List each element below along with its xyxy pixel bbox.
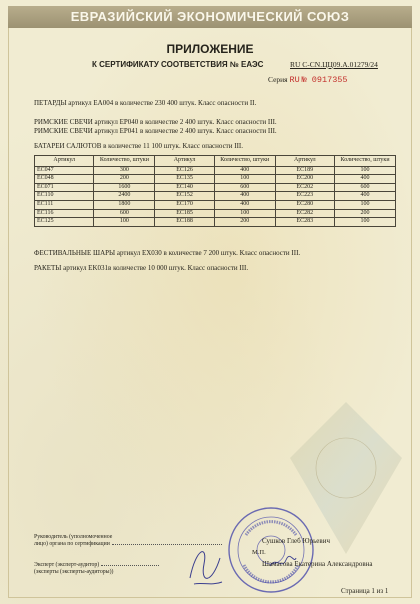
article-cell: EC280 <box>275 200 334 209</box>
header-article-2: Артикул <box>155 156 214 167</box>
series-number: № 0917355 <box>301 75 348 85</box>
series-line <box>268 75 348 85</box>
article-cell: EC170 <box>155 200 214 209</box>
batarei-line: БАТАРЕИ САЛЮТОВ в количестве 11 100 штук. Класс опасности III. <box>34 142 243 150</box>
page-number: Страница 1 из 1 <box>341 587 389 595</box>
article-cell: EC202 <box>275 183 334 192</box>
article-cell: EC048 <box>35 175 94 184</box>
article-cell: EC135 <box>155 175 214 184</box>
qty-cell: 400 <box>335 192 396 201</box>
table-row <box>35 183 396 192</box>
seal-place-label: М.П. <box>252 549 266 556</box>
rep-label-line-2 <box>34 541 222 548</box>
certificate-number: RU С-CN.ЦЦ09.А.01279/24 <box>290 60 378 69</box>
series-code: RU <box>289 75 300 85</box>
article-cell: EC200 <box>275 175 334 184</box>
page-title: ПРИЛОЖЕНИЕ <box>166 42 254 56</box>
rakety-line: РАКЕТЫ артикул EK031в количестве 10 000 штук. Класс опасности III. <box>34 264 249 272</box>
article-cell: EC111 <box>35 200 94 209</box>
batteries-table <box>34 155 396 227</box>
svechi-line-1: РИМСКИЕ СВЕЧИ артикул EP040 в количестве 2 400 штук. Класс опасности III. <box>34 118 277 126</box>
article-cell: EC189 <box>275 166 334 175</box>
header-article-1: Артикул <box>35 156 94 167</box>
article-cell: EC283 <box>275 218 334 227</box>
round-seal-stamp <box>226 505 316 595</box>
header-qty-3: Количество, штуки <box>335 156 396 167</box>
qty-cell: 600 <box>214 183 275 192</box>
header-article-3: Артикул <box>275 156 334 167</box>
article-cell: EC126 <box>155 166 214 175</box>
table-row <box>35 200 396 209</box>
qty-cell: 600 <box>335 183 396 192</box>
head-name: Сушков Глеб Юрьевич <box>262 537 330 545</box>
union-banner: ЕВРАЗИЙСКИЙ ЭКОНОМИЧЕСКИЙ СОЮЗ <box>8 6 412 28</box>
header-qty-1: Количество, штуки <box>94 156 155 167</box>
qty-cell: 1800 <box>94 200 155 209</box>
exp-label-line-2: (эксперты (эксперты-аудиторы)) <box>34 569 114 575</box>
article-cell: EC140 <box>155 183 214 192</box>
qty-cell: 400 <box>214 166 275 175</box>
header-qty-2: Количество, штуки <box>214 156 275 167</box>
qty-cell: 200 <box>335 209 396 218</box>
rep-label-text: лицо) органа по сертификации <box>34 541 110 547</box>
qty-cell: 200 <box>214 218 275 227</box>
expert-name: Шамасова Екатерина Александровна <box>262 560 373 568</box>
qty-cell: 100 <box>335 200 396 209</box>
exp-label-line-1 <box>34 562 159 569</box>
qty-cell: 300 <box>94 166 155 175</box>
table-row <box>35 218 396 227</box>
petardy-line: ПЕТАРДЫ артикул EA004 в количестве 230 400 штук. Класс опасности II. <box>34 99 257 107</box>
article-cell: EC110 <box>35 192 94 201</box>
qty-cell: 100 <box>335 166 396 175</box>
qty-cell: 600 <box>94 209 155 218</box>
article-cell: EC125 <box>35 218 94 227</box>
series-label: Серия <box>268 75 288 84</box>
exp-signature-line <box>101 565 159 566</box>
qty-cell: 400 <box>335 175 396 184</box>
qty-cell: 400 <box>214 192 275 201</box>
table-row <box>35 209 396 218</box>
article-cell: EC282 <box>275 209 334 218</box>
article-cell: EC071 <box>35 183 94 192</box>
qty-cell: 100 <box>214 175 275 184</box>
table-row <box>35 175 396 184</box>
article-cell: EC188 <box>155 218 214 227</box>
article-cell: EC116 <box>35 209 94 218</box>
exp-label-text-1: Эксперт (эксперт-аудитор) <box>34 562 100 568</box>
qty-cell: 100 <box>335 218 396 227</box>
table-row <box>35 192 396 201</box>
svechi-line-2: РИМСКИЕ СВЕЧИ артикул EP041 в количестве 2 400 штук. Класс опасности III. <box>34 127 277 135</box>
shary-line: ФЕСТИВАЛЬНЫЕ ШАРЫ артикул EX030 в количестве 7 200 штук. Класс опасности III. <box>34 249 301 257</box>
qty-cell: 100 <box>214 209 275 218</box>
representative-label <box>34 534 222 548</box>
qty-cell: 200 <box>94 175 155 184</box>
article-cell: EC223 <box>275 192 334 201</box>
qty-cell: 100 <box>94 218 155 227</box>
qty-cell: 400 <box>214 200 275 209</box>
rep-signature-line <box>112 544 222 545</box>
table-row <box>35 166 396 175</box>
article-cell: EC047 <box>35 166 94 175</box>
subtitle: К СЕРТИФИКАТУ СООТВЕТСТВИЯ № ЕАЭС <box>92 60 264 69</box>
expert-label <box>34 562 159 576</box>
rep-label-line-1: Руководитель (уполномоченное <box>34 534 113 540</box>
article-cell: EC185 <box>155 209 214 218</box>
article-cell: EC152 <box>155 192 214 201</box>
qty-cell: 2400 <box>94 192 155 201</box>
qty-cell: 1600 <box>94 183 155 192</box>
table-header-row <box>35 156 396 167</box>
